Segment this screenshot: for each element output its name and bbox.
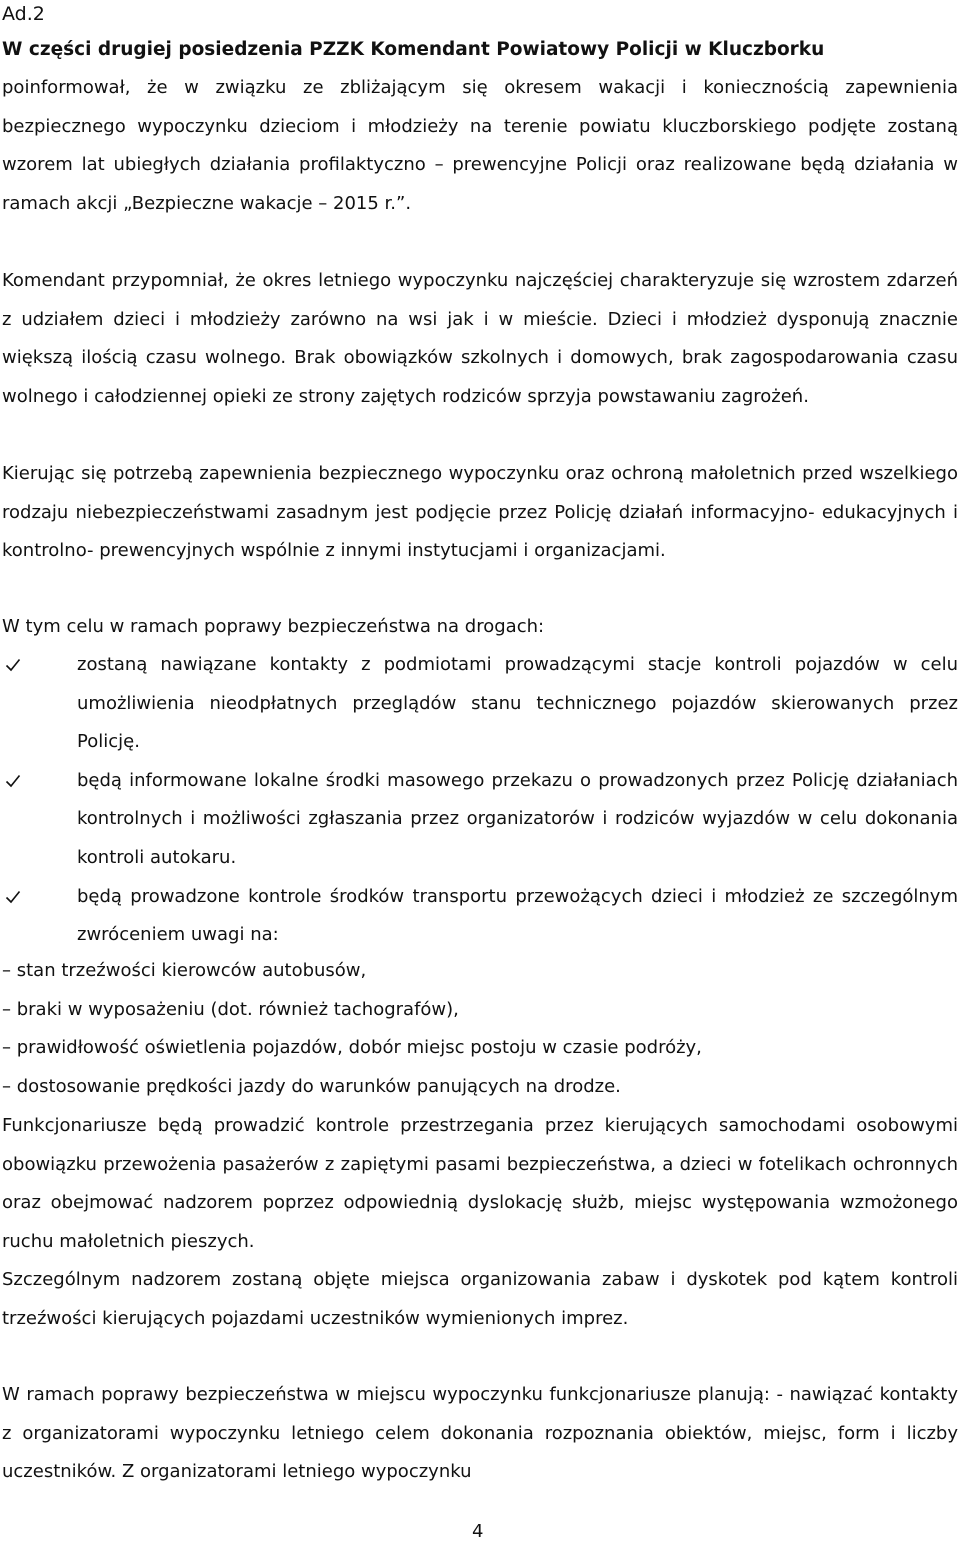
- page-number: 4: [472, 1521, 484, 1542]
- checklist-item: [2, 762, 958, 878]
- paragraph-5: Funkcjonariusze będą prowadzić kontrole przestrzegania przez kierujących samochodami osobowymi obowiązku przewożenia pasażerów z zapiętymi pasami bezpieczeństwa, a dzieci w fotelikach ochronnych oraz obejmować nadzorem poprzez odpowiednią dyslokację służb, miejsc występowania wzmożonego ruchu małoletnich pieszych.: [2, 1115, 958, 1252]
- dash-list-item: – dostosowanie prędkości jazdy do warunków panujących na drodze.: [2, 1075, 621, 1097]
- checklist-item: [2, 646, 958, 762]
- checklist-item-text: będą informowane lokalne środki masowego przekazu o prowadzonych przez Policję działaniach kontrolnych i możliwości zgłaszania przez organizatorów i rodziców wyjazdów w celu dokonania kontroli autokaru.: [77, 769, 958, 868]
- check-mark-icon: [5, 878, 25, 916]
- paragraph-4: W tym celu w ramach poprawy bezpieczeństwa na drogach:: [2, 616, 545, 637]
- dash-list: [2, 952, 958, 1106]
- dash-list-item: – braki w wyposażeniu (dot. również tachografów),: [2, 998, 459, 1020]
- checklist: [2, 646, 958, 955]
- check-mark-icon: [5, 762, 25, 800]
- paragraph-2: Komendant przypomniał, że okres letniego wypoczynku najczęściej charakteryzuje się wzrostem zdarzeń z udziałem dzieci i młodzieży zarówno na wsi jak i w mieście. Dzieci i młodzież dysponują znacznie większą ilością czasu wolnego. Brak obowiązków szkolnych i domowych, brak zagospodarowania czasu wolnego i całodziennej opieki ze strony zajętych rodziców sprzyja powstawaniu zagrożeń.: [2, 270, 958, 407]
- paragraph-6: Szczególnym nadzorem zostaną objęte miejsca organizowania zabaw i dyskotek pod kątem kontroli trzeźwości kierujących pojazdami uczestników wymienionych imprez.: [2, 1269, 958, 1329]
- section-heading: Ad.2: [2, 3, 45, 25]
- paragraph-1: poinformował, że w związku ze zbliżającym się okresem wakacji i koniecznością zapewnienia bezpiecznego wypoczynku dzieciom i młodzieży na terenie powiatu kluczborskiego podjęte zostaną wzorem lat ubiegłych działania profilaktyczno – prewencyjne Policji oraz realizowane będą działania w ramach akcji „Bezpieczne wakacje – 2015 r.”.: [2, 77, 958, 214]
- checklist-item-text: będą prowadzone kontrole środków transportu przewożących dzieci i młodzież ze szczególnym zwróceniem uwagi na:: [77, 885, 958, 946]
- checklist-item: [2, 878, 958, 955]
- check-mark-icon: [5, 646, 25, 684]
- paragraph-3: Kierując się potrzebą zapewnienia bezpiecznego wypoczynku oraz ochroną małoletnich przed wszelkiego rodzaju niebezpieczeństwami zasadnym jest podjęcie przez Policję działań informacyjno- edukacyjnych i kontrolno- prewencyjnych wspólnie z innymi instytucjami i organizacjami.: [2, 463, 958, 562]
- dash-list-item: – prawidłowość oświetlenia pojazdów, dobór miejsc postoju w czasie podróży,: [2, 1037, 702, 1059]
- section-title: W części drugiej posiedzenia PZZK Komendant Powiatowy Policji w Kluczborku: [2, 39, 825, 60]
- checklist-item-text: zostaną nawiązane kontakty z podmiotami prowadzącymi stacje kontroli pojazdów w celu umożliwienia nieodpłatnych przeglądów stanu technicznego pojazdów skierowanych przez Policję.: [77, 654, 958, 753]
- paragraph-7: W ramach poprawy bezpieczeństwa w miejscu wypoczynku funkcjonariusze planują: - nawiązać kontakty z organizatorami wypoczynku letniego celem dokonania rozpoznania obiektów, miejsc, form i liczby uczestników. Z organizatorami letniego wypoczynku: [2, 1384, 958, 1483]
- dash-list-item: – stan trzeźwości kierowców autobusów,: [2, 960, 367, 981]
